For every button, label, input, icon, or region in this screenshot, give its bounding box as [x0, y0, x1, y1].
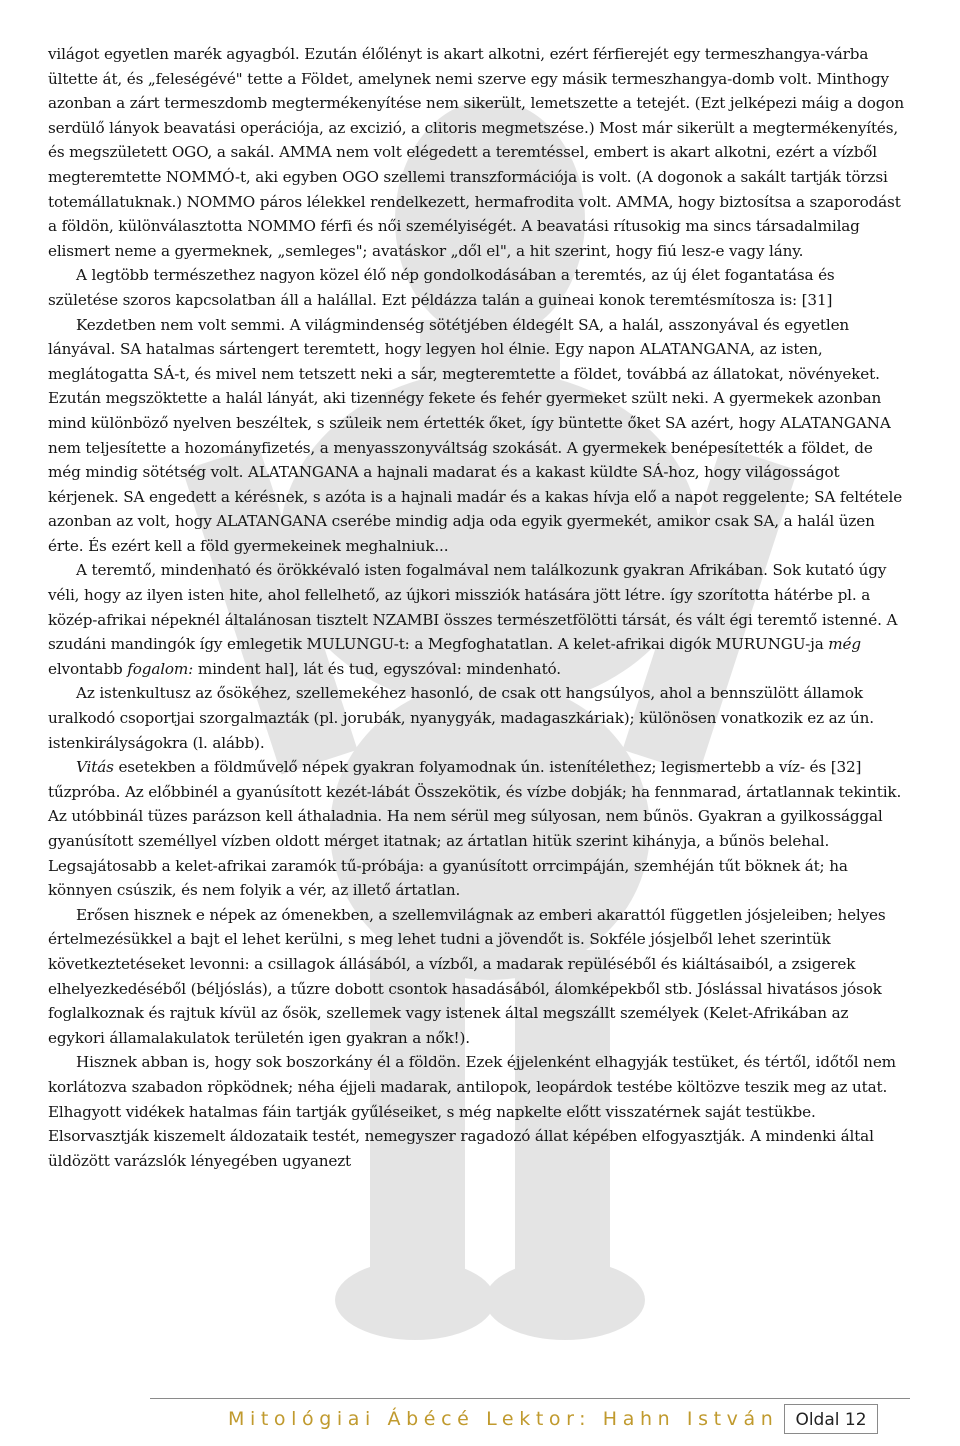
- paragraph-8: Hisznek abban is, hogy sok boszorkány él a földön. Ezek éjjelenként elhagyják testüket, és tértől, időtől nem korlátozva szabadon röpködnek; néha éjjeli madarak, antilopok, leopárdok testébe költözve teszik meg az utat. Elhagyott vidékek hatalmas fáin tartják gyűléseiket, s még napkelte előtt visszatérnek saját testükbe. Elsorvasztják kiszemelt áldozataik testét, nemegyszer ragadozó állat képében elfogyasztják. A mindenki által üldözött varázslók lényegében ugyanezt: [48, 1053, 896, 1170]
- footer-divider: [150, 1398, 910, 1399]
- paragraph-5: Az istenkultusz az ősökéhez, szellemekéhez hasonló, de csak ott hangsúlyos, ahol a bennszülött államok uralkodó csoportjai szorgalmazták (pl. jorubák, nyanygyák, madagaszkáriak); különösen vonatkozik ez az ún. istenkirályságokra (l. alább).: [48, 684, 874, 752]
- paragraph-6-text: esetekben a földművelő népek gyakran folyamodnak ún. istenítélethez; legismertebb a víz- és [32] tűzpróba. Az előbbinél a gyanúsított kezét-lábát Összekötik, és vízbe dobják; ha fennmarad, ártatlannak tekintik. Az utóbbinál tüzes parázson kell áthaladnia. Ha nem sérül meg súlyosan, nem bűnös. Gyakran a gyilkossággal gyanúsított személlyel vízben oldott mérget itatnak; az ártatlan hitük szerint kihányja, a bűnös belehal. Legsajátosabb a kelet-afrikai zaramók tű-próbája: a gyanúsított orrcimpáján, szemhéján tűt böknek át; ha könnyen csúszik, és nem folyik a vér, az illető ártatlan.: [48, 758, 902, 900]
- paragraph-4-emphasis-2: fogalom:: [127, 659, 194, 678]
- paragraph-7: Erősen hisznek e népek az ómenekben, a szellemvilágnak az emberi akarattól független jósjeleiben; helyes értelmezésükkel a bajt el lehet kerülni, s meg lehet tudni a jövendőt is. Sokféle jósjelből lehet szerintük következtetéseket levonni: a csillagok állásából, a vízből, a madarak repüléséből és kiáltásaiból, a zsigerek elhelyezkedéséből (béljóslás), a tűzre dobott csontok hasadásából, álomképekből stb. Jóslással hivatásos jósok foglalkoznak és rajtuk kívül az ősök, szellemek vagy istenek által megszállt személyek (Kelet-Afrikában az egykori államalakulatok területén igen gyakran a nők!).: [48, 905, 886, 1047]
- paragraph-4-text-c: mindent hal], lát és tud, egyszóval: mindenható.: [193, 659, 561, 678]
- paragraph-4: [48, 558, 908, 681]
- paragraph-3: Kezdetben nem volt semmi. A világmindenség sötétjében éldegélt SA, a halál, asszonyával és egyetlen lányával. SA hatalmas sártengert teremtett, hogy legyen hol élnie. Egy napon ALATANGANA, az isten, meglátogatta SÁ-t, és mivel nem tetszett neki a sár, megteremtette a földet, továbbá az állatokat, növényeket. Ezután megszöktette a halál lányát, aki tizennégy fekete és fehér gyermeket szült neki. A gyermekek azonban mind különböző nyelven beszéltek, s szüleik nem értették őket, így büntette őket SA azért, hogy ALATANGANA nem teljesítette a hozományfizetés, a menyasszonyváltság szokását. A gyermekek benépesítették a földet, de még mindig sötétség volt. ALATANGANA a hajnali madarat és a kakast küldte SÁ-hoz, hogy világosságot kérjenek. SA engedett a kérésnek, s azóta is a hajnali madár és a kakas hívja elő a napot reggelente; SA feltétele azonban az volt, hogy ALATANGANA cserébe mindig adja oda egyik gyermekét, amikor csak SA, a halál üzen érte. És ezért kell a föld gyermekeinek meghalniuk...: [48, 315, 903, 555]
- paragraph-4-text-b: elvontabb: [48, 659, 128, 678]
- page-number: Oldal 12: [784, 1404, 878, 1434]
- document-body: [48, 42, 908, 1173]
- paragraph-6: [48, 755, 908, 903]
- paragraph-4-text-a: A teremtő, mindenható és örökkévaló isten fogalmával nem találkozunk gyakran Afrikában. Sok kutató úgy véli, hogy az ilyen isten hite, ahol fellelhető, az újkori missziók hatására jött létre. így szorította hátérbe pl. a közép-afrikai népeknél általánosan tisztelt NZAMBI összes természetfölötti társát, és vált égi teremtő istenné. A szudáni mandingók így emlegetik MULUNGU-t: a Megfoghatatlan. A kelet-afrikai digók MURUNGU-ja: [48, 561, 898, 654]
- page-footer: [0, 1398, 960, 1438]
- footer-title: Mitológiai Ábécé Lektor: Hahn István: [228, 1408, 779, 1430]
- paragraph-1: világot egyetlen marék agyagból. Ezután élőlényt is akart alkotni, ezért férfierejét egy termeszhangya-várba ültette át, és „feleségévé" tette a Földet, amelynek nemi szerve egy másik termeszhangya-domb volt. Minthogy azonban a zárt termeszdomb megtermékenyítése nem sikerült, lemetszette a tetejét. (Ezt jelképezi máig a dogon serdülő lányok beavatási operációja, az excizió, a clitoris megmetszése.) Most már sikerült a megtermékenyítés, és megszületett OGO, a sakál. AMMA nem volt elégedett a teremtéssel, embert is akart alkotni, ezért a vízből megteremtette NOMMÓ-t, aki egyben OGO szellemi transzformációja is volt. (A dogonok a sakált tartják törzsi totemállatuknak.) NOMMO páros lélekkel rendelkezett, hermafrodita volt. AMMA, hogy biztosítsa a szaporodást a földön, különválasztotta NOMMO férfi és női személyiségét. A beavatási rítusokig ma sincs társadalmilag elismert neme a gyermeknek, „semleges"; avatáskor „dől el", a hit szerint, hogy fiú lesz-e vagy lány.: [48, 45, 904, 260]
- paragraph-4-emphasis-1: még: [828, 635, 861, 654]
- paragraph-2: A legtöbb természethez nagyon közel élő nép gondolkodásában a teremtés, az új élet fogantatása és születése szoros kapcsolatban áll a halállal. Ezt példázza talán a guineai konok teremtésmítosza is: [31]: [48, 266, 835, 309]
- paragraph-6-emphasis: Vitás: [76, 758, 114, 777]
